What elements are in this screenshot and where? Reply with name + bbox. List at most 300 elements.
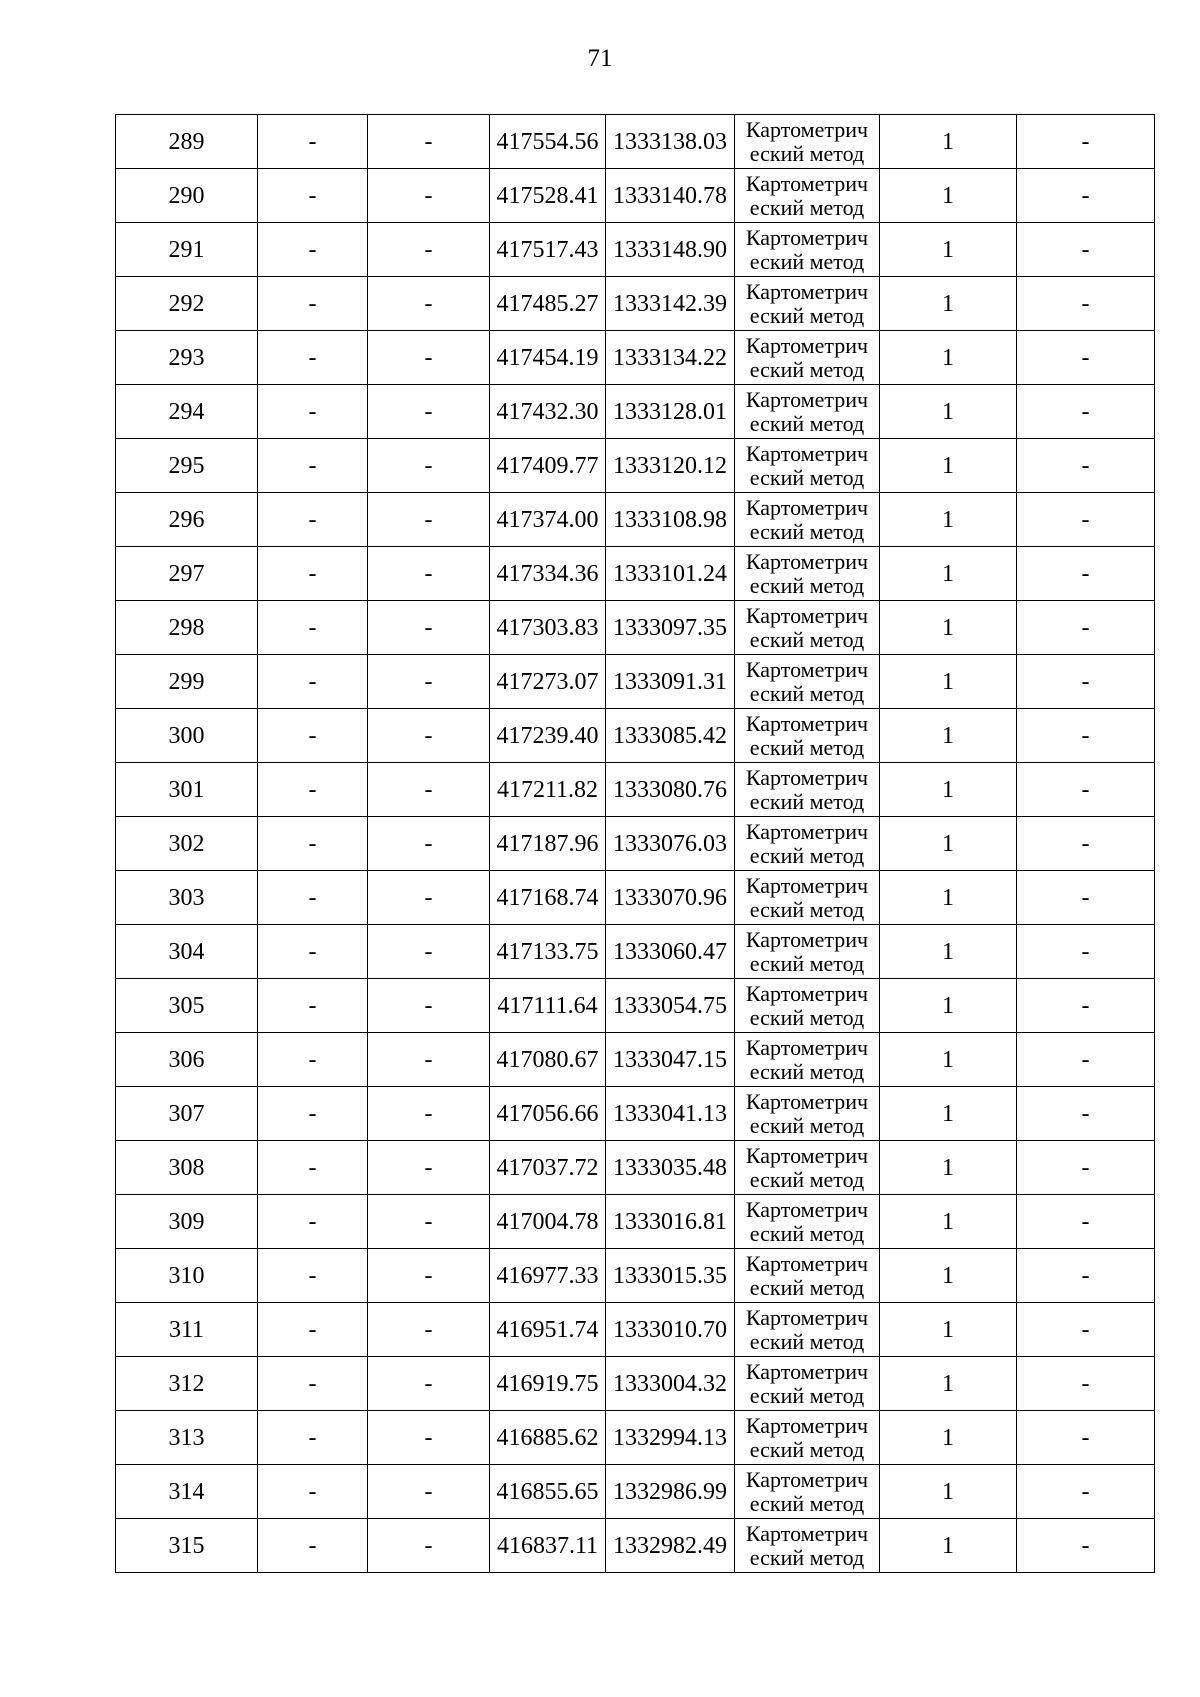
column-8-cell: - [1017, 385, 1155, 439]
method-line-2: еский метод [749, 194, 865, 220]
column-7-cell: 1 [880, 709, 1017, 763]
table-row [116, 1303, 1155, 1357]
method-line-2: еский метод [749, 680, 865, 706]
column-3-cell: - [368, 547, 490, 601]
column-7-cell: 1 [880, 763, 1017, 817]
method-cell [735, 1465, 880, 1519]
method-line-1: Картометрич [745, 1250, 869, 1276]
column-8-cell: - [1017, 763, 1155, 817]
y-coordinate-cell: 1333047.15 [606, 1033, 735, 1087]
table-row [116, 979, 1155, 1033]
y-coordinate-cell: 1333054.75 [606, 979, 735, 1033]
y-coordinate-cell: 1333004.32 [606, 1357, 735, 1411]
x-coordinate-cell: 417004.78 [490, 1195, 606, 1249]
method-line-1: Картометрич [745, 170, 869, 196]
column-3-cell: - [368, 1357, 490, 1411]
column-3-cell: - [368, 331, 490, 385]
table-row [116, 1519, 1155, 1573]
method-line-2: еский метод [749, 1220, 865, 1246]
column-2-cell: - [258, 439, 368, 493]
column-8-cell: - [1017, 1303, 1155, 1357]
column-7-cell: 1 [880, 439, 1017, 493]
column-3-cell: - [368, 1411, 490, 1465]
table-row [116, 1357, 1155, 1411]
column-2-cell: - [258, 1141, 368, 1195]
point-number-cell: 300 [116, 709, 258, 763]
x-coordinate-cell: 417080.67 [490, 1033, 606, 1087]
column-3-cell: - [368, 1303, 490, 1357]
column-2-cell: - [258, 223, 368, 277]
column-2-cell: - [258, 1465, 368, 1519]
method-line-2: еский метод [749, 1436, 865, 1462]
column-2-cell: - [258, 601, 368, 655]
point-number-cell: 303 [116, 871, 258, 925]
column-2-cell: - [258, 763, 368, 817]
point-number-cell: 304 [116, 925, 258, 979]
x-coordinate-cell: 416977.33 [490, 1249, 606, 1303]
method-line-2: еский метод [749, 356, 865, 382]
method-cell [735, 601, 880, 655]
method-line-2: еский метод [749, 572, 865, 598]
point-number-cell: 307 [116, 1087, 258, 1141]
method-line-2: еский метод [749, 1274, 865, 1300]
point-number-cell: 310 [116, 1249, 258, 1303]
x-coordinate-cell: 417454.19 [490, 331, 606, 385]
column-2-cell: - [258, 709, 368, 763]
column-2-cell: - [258, 385, 368, 439]
column-7-cell: 1 [880, 1303, 1017, 1357]
method-cell [735, 385, 880, 439]
y-coordinate-cell: 1333108.98 [606, 493, 735, 547]
column-7-cell: 1 [880, 1411, 1017, 1465]
method-cell [735, 1357, 880, 1411]
method-line-1: Картометрич [745, 1412, 869, 1438]
method-cell [735, 1249, 880, 1303]
method-cell [735, 1411, 880, 1465]
y-coordinate-cell: 1333060.47 [606, 925, 735, 979]
x-coordinate-cell: 417528.41 [490, 169, 606, 223]
column-7-cell: 1 [880, 979, 1017, 1033]
column-8-cell: - [1017, 331, 1155, 385]
point-number-cell: 312 [116, 1357, 258, 1411]
x-coordinate-cell: 416855.65 [490, 1465, 606, 1519]
column-2-cell: - [258, 115, 368, 169]
table-row [116, 655, 1155, 709]
point-number-cell: 292 [116, 277, 258, 331]
point-number-cell: 289 [116, 115, 258, 169]
point-number-cell: 295 [116, 439, 258, 493]
method-line-2: еский метод [749, 950, 865, 976]
column-3-cell: - [368, 601, 490, 655]
method-cell [735, 709, 880, 763]
column-2-cell: - [258, 1357, 368, 1411]
column-8-cell: - [1017, 1087, 1155, 1141]
method-line-2: еский метод [749, 734, 865, 760]
x-coordinate-cell: 417037.72 [490, 1141, 606, 1195]
column-8-cell: - [1017, 493, 1155, 547]
column-3-cell: - [368, 925, 490, 979]
column-3-cell: - [368, 169, 490, 223]
method-line-1: Картометрич [745, 494, 869, 520]
point-number-cell: 290 [116, 169, 258, 223]
table-body [116, 115, 1155, 1573]
column-3-cell: - [368, 223, 490, 277]
method-line-1: Картометрич [745, 764, 869, 790]
x-coordinate-cell: 416951.74 [490, 1303, 606, 1357]
column-8-cell: - [1017, 1249, 1155, 1303]
column-8-cell: - [1017, 1141, 1155, 1195]
method-line-1: Картометрич [745, 602, 869, 628]
column-8-cell: - [1017, 1033, 1155, 1087]
method-line-1: Картометрич [745, 116, 869, 142]
column-2-cell: - [258, 1033, 368, 1087]
column-7-cell: 1 [880, 1465, 1017, 1519]
y-coordinate-cell: 1333134.22 [606, 331, 735, 385]
method-line-2: еский метод [749, 1328, 865, 1354]
column-8-cell: - [1017, 709, 1155, 763]
column-8-cell: - [1017, 547, 1155, 601]
column-8-cell: - [1017, 439, 1155, 493]
column-7-cell: 1 [880, 169, 1017, 223]
column-2-cell: - [258, 979, 368, 1033]
method-cell [735, 979, 880, 1033]
y-coordinate-cell: 1333101.24 [606, 547, 735, 601]
column-2-cell: - [258, 1411, 368, 1465]
method-line-1: Картометрич [745, 656, 869, 682]
column-7-cell: 1 [880, 385, 1017, 439]
x-coordinate-cell: 417303.83 [490, 601, 606, 655]
y-coordinate-cell: 1333076.03 [606, 817, 735, 871]
column-2-cell: - [258, 169, 368, 223]
point-number-cell: 291 [116, 223, 258, 277]
y-coordinate-cell: 1333120.12 [606, 439, 735, 493]
table-row [116, 1411, 1155, 1465]
x-coordinate-cell: 417239.40 [490, 709, 606, 763]
column-2-cell: - [258, 331, 368, 385]
column-2-cell: - [258, 1249, 368, 1303]
column-3-cell: - [368, 655, 490, 709]
x-coordinate-cell: 416885.62 [490, 1411, 606, 1465]
column-8-cell: - [1017, 1195, 1155, 1249]
column-2-cell: - [258, 1195, 368, 1249]
x-coordinate-cell: 417187.96 [490, 817, 606, 871]
method-line-1: Картометрич [745, 872, 869, 898]
y-coordinate-cell: 1333080.76 [606, 763, 735, 817]
y-coordinate-cell: 1333041.13 [606, 1087, 735, 1141]
method-line-1: Картометрич [745, 1466, 869, 1492]
column-7-cell: 1 [880, 601, 1017, 655]
point-number-cell: 314 [116, 1465, 258, 1519]
method-cell [735, 1141, 880, 1195]
table-row [116, 1195, 1155, 1249]
column-7-cell: 1 [880, 493, 1017, 547]
column-8-cell: - [1017, 655, 1155, 709]
column-7-cell: 1 [880, 655, 1017, 709]
method-cell [735, 277, 880, 331]
table-row [116, 1465, 1155, 1519]
column-8-cell: - [1017, 925, 1155, 979]
y-coordinate-cell: 1333070.96 [606, 871, 735, 925]
table-row [116, 331, 1155, 385]
point-number-cell: 293 [116, 331, 258, 385]
column-2-cell: - [258, 817, 368, 871]
point-number-cell: 302 [116, 817, 258, 871]
column-3-cell: - [368, 115, 490, 169]
column-8-cell: - [1017, 817, 1155, 871]
column-2-cell: - [258, 547, 368, 601]
method-cell [735, 1033, 880, 1087]
point-number-cell: 306 [116, 1033, 258, 1087]
method-cell [735, 655, 880, 709]
column-3-cell: - [368, 1033, 490, 1087]
column-7-cell: 1 [880, 1249, 1017, 1303]
column-7-cell: 1 [880, 1033, 1017, 1087]
x-coordinate-cell: 416837.11 [490, 1519, 606, 1573]
table-row [116, 1249, 1155, 1303]
point-number-cell: 305 [116, 979, 258, 1033]
table-row [116, 277, 1155, 331]
table-row [116, 1141, 1155, 1195]
method-line-1: Картометрич [745, 710, 869, 736]
x-coordinate-cell: 417133.75 [490, 925, 606, 979]
y-coordinate-cell: 1333035.48 [606, 1141, 735, 1195]
method-line-2: еский метод [749, 464, 865, 490]
column-3-cell: - [368, 1087, 490, 1141]
column-3-cell: - [368, 763, 490, 817]
method-cell [735, 1303, 880, 1357]
table-row [116, 385, 1155, 439]
y-coordinate-cell: 1332982.49 [606, 1519, 735, 1573]
method-cell [735, 763, 880, 817]
column-7-cell: 1 [880, 817, 1017, 871]
y-coordinate-cell: 1332994.13 [606, 1411, 735, 1465]
point-number-cell: 297 [116, 547, 258, 601]
column-7-cell: 1 [880, 115, 1017, 169]
method-line-1: Картометрич [745, 1034, 869, 1060]
y-coordinate-cell: 1332986.99 [606, 1465, 735, 1519]
method-line-1: Картометрич [745, 1304, 869, 1330]
column-8-cell: - [1017, 1357, 1155, 1411]
y-coordinate-cell: 1333091.31 [606, 655, 735, 709]
method-cell [735, 925, 880, 979]
method-cell [735, 115, 880, 169]
column-3-cell: - [368, 979, 490, 1033]
column-3-cell: - [368, 817, 490, 871]
method-cell [735, 169, 880, 223]
column-8-cell: - [1017, 169, 1155, 223]
method-line-2: еский метод [749, 1112, 865, 1138]
column-7-cell: 1 [880, 925, 1017, 979]
method-line-2: еский метод [749, 842, 865, 868]
coordinates-table [115, 114, 1155, 1573]
y-coordinate-cell: 1333097.35 [606, 601, 735, 655]
column-3-cell: - [368, 709, 490, 763]
column-2-cell: - [258, 925, 368, 979]
column-2-cell: - [258, 1303, 368, 1357]
column-3-cell: - [368, 1249, 490, 1303]
column-3-cell: - [368, 385, 490, 439]
method-line-2: еский метод [749, 788, 865, 814]
point-number-cell: 308 [116, 1141, 258, 1195]
column-7-cell: 1 [880, 1087, 1017, 1141]
x-coordinate-cell: 417334.36 [490, 547, 606, 601]
point-number-cell: 299 [116, 655, 258, 709]
method-line-2: еский метод [749, 518, 865, 544]
column-2-cell: - [258, 493, 368, 547]
y-coordinate-cell: 1333128.01 [606, 385, 735, 439]
column-8-cell: - [1017, 871, 1155, 925]
point-number-cell: 313 [116, 1411, 258, 1465]
method-line-1: Картометрич [745, 818, 869, 844]
method-cell [735, 493, 880, 547]
method-line-1: Картометрич [745, 332, 869, 358]
method-line-1: Картометрич [745, 440, 869, 466]
column-8-cell: - [1017, 601, 1155, 655]
method-line-1: Картометрич [745, 926, 869, 952]
column-3-cell: - [368, 277, 490, 331]
method-cell [735, 439, 880, 493]
method-cell [735, 1087, 880, 1141]
method-line-2: еский метод [749, 1382, 865, 1408]
table-row [116, 1087, 1155, 1141]
x-coordinate-cell: 417056.66 [490, 1087, 606, 1141]
method-cell [735, 871, 880, 925]
y-coordinate-cell: 1333148.90 [606, 223, 735, 277]
column-8-cell: - [1017, 115, 1155, 169]
table-row [116, 115, 1155, 169]
method-line-2: еский метод [749, 1544, 865, 1570]
x-coordinate-cell: 417485.27 [490, 277, 606, 331]
method-line-2: еский метод [749, 302, 865, 328]
column-3-cell: - [368, 871, 490, 925]
column-2-cell: - [258, 655, 368, 709]
method-line-2: еский метод [749, 1490, 865, 1516]
x-coordinate-cell: 417211.82 [490, 763, 606, 817]
column-7-cell: 1 [880, 547, 1017, 601]
table-row [116, 493, 1155, 547]
x-coordinate-cell: 417432.30 [490, 385, 606, 439]
column-2-cell: - [258, 1087, 368, 1141]
page-number: 71 [587, 45, 613, 72]
x-coordinate-cell: 417554.56 [490, 115, 606, 169]
table-row [116, 169, 1155, 223]
column-8-cell: - [1017, 1519, 1155, 1573]
x-coordinate-cell: 417273.07 [490, 655, 606, 709]
method-line-2: еский метод [749, 896, 865, 922]
y-coordinate-cell: 1333016.81 [606, 1195, 735, 1249]
method-cell [735, 1195, 880, 1249]
y-coordinate-cell: 1333138.03 [606, 115, 735, 169]
column-8-cell: - [1017, 223, 1155, 277]
table-row [116, 709, 1155, 763]
method-line-2: еский метод [749, 410, 865, 436]
method-line-1: Картометрич [745, 386, 869, 412]
method-line-2: еский метод [749, 140, 865, 166]
method-line-1: Картометрич [745, 1142, 869, 1168]
column-3-cell: - [368, 439, 490, 493]
method-line-2: еский метод [749, 1058, 865, 1084]
method-line-1: Картометрич [745, 1520, 869, 1546]
column-7-cell: 1 [880, 1141, 1017, 1195]
method-line-1: Картометрич [745, 1088, 869, 1114]
x-coordinate-cell: 417168.74 [490, 871, 606, 925]
method-line-1: Картометрич [745, 224, 869, 250]
method-line-2: еский метод [749, 626, 865, 652]
column-8-cell: - [1017, 277, 1155, 331]
table-row [116, 925, 1155, 979]
column-8-cell: - [1017, 979, 1155, 1033]
method-cell [735, 331, 880, 385]
table-row [116, 763, 1155, 817]
column-3-cell: - [368, 1465, 490, 1519]
column-2-cell: - [258, 1519, 368, 1573]
table-row [116, 223, 1155, 277]
column-7-cell: 1 [880, 871, 1017, 925]
column-3-cell: - [368, 1519, 490, 1573]
column-7-cell: 1 [880, 223, 1017, 277]
point-number-cell: 311 [116, 1303, 258, 1357]
method-cell [735, 817, 880, 871]
column-2-cell: - [258, 277, 368, 331]
x-coordinate-cell: 417374.00 [490, 493, 606, 547]
column-7-cell: 1 [880, 277, 1017, 331]
method-line-1: Картометрич [745, 1196, 869, 1222]
column-3-cell: - [368, 1141, 490, 1195]
table-row [116, 817, 1155, 871]
point-number-cell: 301 [116, 763, 258, 817]
method-line-2: еский метод [749, 1166, 865, 1192]
column-7-cell: 1 [880, 1357, 1017, 1411]
method-cell [735, 1519, 880, 1573]
method-line-1: Картометрич [745, 1358, 869, 1384]
y-coordinate-cell: 1333015.35 [606, 1249, 735, 1303]
column-7-cell: 1 [880, 1195, 1017, 1249]
point-number-cell: 298 [116, 601, 258, 655]
column-3-cell: - [368, 493, 490, 547]
x-coordinate-cell: 416919.75 [490, 1357, 606, 1411]
method-line-2: еский метод [749, 1004, 865, 1030]
x-coordinate-cell: 417517.43 [490, 223, 606, 277]
method-line-1: Картометрич [745, 548, 869, 574]
point-number-cell: 294 [116, 385, 258, 439]
table-row [116, 1033, 1155, 1087]
point-number-cell: 309 [116, 1195, 258, 1249]
method-line-1: Картометрич [745, 278, 869, 304]
y-coordinate-cell: 1333142.39 [606, 277, 735, 331]
table-row [116, 439, 1155, 493]
y-coordinate-cell: 1333085.42 [606, 709, 735, 763]
column-2-cell: - [258, 871, 368, 925]
table-row [116, 547, 1155, 601]
y-coordinate-cell: 1333140.78 [606, 169, 735, 223]
method-line-2: еский метод [749, 248, 865, 274]
column-8-cell: - [1017, 1465, 1155, 1519]
method-cell [735, 223, 880, 277]
x-coordinate-cell: 417409.77 [490, 439, 606, 493]
point-number-cell: 296 [116, 493, 258, 547]
column-3-cell: - [368, 1195, 490, 1249]
y-coordinate-cell: 1333010.70 [606, 1303, 735, 1357]
x-coordinate-cell: 417111.64 [490, 979, 606, 1033]
method-cell [735, 547, 880, 601]
column-8-cell: - [1017, 1411, 1155, 1465]
method-line-1: Картометрич [745, 980, 869, 1006]
table-row [116, 601, 1155, 655]
point-number-cell: 315 [116, 1519, 258, 1573]
column-7-cell: 1 [880, 1519, 1017, 1573]
table-row [116, 871, 1155, 925]
column-7-cell: 1 [880, 331, 1017, 385]
